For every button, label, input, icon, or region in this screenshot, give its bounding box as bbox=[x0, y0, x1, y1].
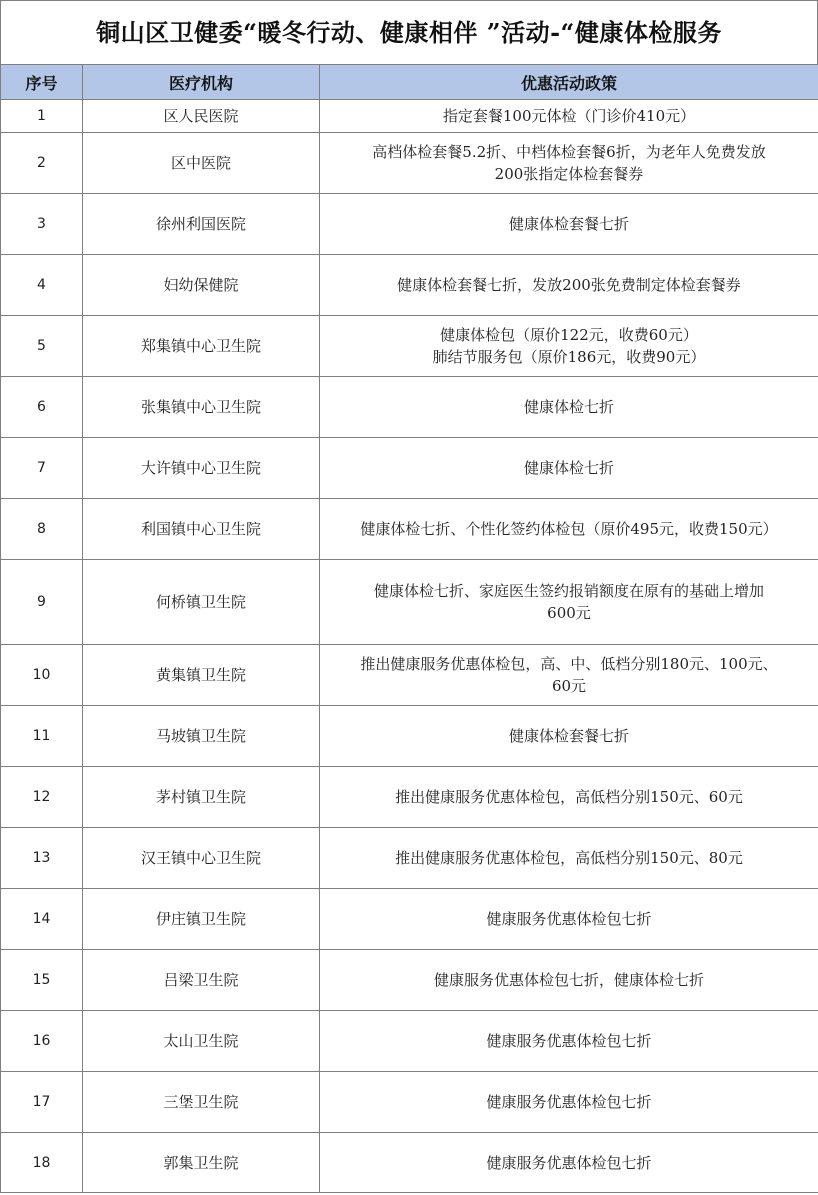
row-org: 三堡卫生院 bbox=[83, 1072, 320, 1133]
row-num: 13 bbox=[1, 828, 83, 889]
table-row bbox=[1, 767, 818, 828]
table-row bbox=[1, 499, 818, 560]
row-policy: 健康服务优惠体检包七折 bbox=[320, 889, 818, 950]
row-policy: 健康体检套餐七折，发放200张免费制定体检套餐券 bbox=[320, 255, 818, 316]
table-row bbox=[1, 560, 818, 645]
row-policy: 健康服务优惠体检包七折 bbox=[320, 1072, 818, 1133]
row-org: 何桥镇卫生院 bbox=[83, 560, 320, 645]
row-org: 郭集卫生院 bbox=[83, 1133, 320, 1193]
row-num: 2 bbox=[1, 133, 83, 194]
table-row bbox=[1, 889, 818, 950]
row-policy: 推出健康服务优惠体检包，高、中、低档分别180元、100元、 60元 bbox=[320, 645, 818, 706]
row-policy: 健康服务优惠体检包七折 bbox=[320, 1133, 818, 1193]
table-row bbox=[1, 1133, 818, 1193]
row-num: 18 bbox=[1, 1133, 83, 1193]
table-row bbox=[1, 1072, 818, 1133]
sheet-title: 铜山区卫健委“暖冬行动、健康相伴 ”活动-“健康体检服务 bbox=[0, 0, 818, 64]
row-org: 郑集镇中心卫生院 bbox=[83, 316, 320, 377]
table-row bbox=[1, 645, 818, 706]
table-row bbox=[1, 706, 818, 767]
row-org: 伊庄镇卫生院 bbox=[83, 889, 320, 950]
row-num: 8 bbox=[1, 499, 83, 560]
row-policy: 健康体检套餐七折 bbox=[320, 706, 818, 767]
row-policy: 健康体检七折 bbox=[320, 438, 818, 499]
row-policy: 健康体检包（原价122元，收费60元） 肺结节服务包（原价186元，收费90元） bbox=[320, 316, 818, 377]
row-org: 区中医院 bbox=[83, 133, 320, 194]
row-num: 9 bbox=[1, 560, 83, 645]
row-org: 利国镇中心卫生院 bbox=[83, 499, 320, 560]
row-policy: 推出健康服务优惠体检包，高低档分别150元、80元 bbox=[320, 828, 818, 889]
header-policy: 优惠活动政策 bbox=[320, 65, 818, 100]
row-policy: 高档体检套餐5.2折、中档体检套餐6折，为老年人免费发放 200张指定体检套餐券 bbox=[320, 133, 818, 194]
row-policy: 健康体检七折、个性化签约体检包（原价495元，收费150元） bbox=[320, 499, 818, 560]
table-row bbox=[1, 133, 818, 194]
row-org: 太山卫生院 bbox=[83, 1011, 320, 1072]
row-num: 16 bbox=[1, 1011, 83, 1072]
table-row bbox=[1, 950, 818, 1011]
row-policy: 健康服务优惠体检包七折 bbox=[320, 1011, 818, 1072]
table-row bbox=[1, 377, 818, 438]
row-num: 4 bbox=[1, 255, 83, 316]
header-num: 序号 bbox=[1, 65, 83, 100]
row-org: 茅村镇卫生院 bbox=[83, 767, 320, 828]
row-num: 5 bbox=[1, 316, 83, 377]
row-num: 12 bbox=[1, 767, 83, 828]
row-policy: 健康服务优惠体检包七折，健康体检七折 bbox=[320, 950, 818, 1011]
row-org: 区人民医院 bbox=[83, 100, 320, 133]
row-num: 3 bbox=[1, 194, 83, 255]
row-num: 14 bbox=[1, 889, 83, 950]
row-num: 11 bbox=[1, 706, 83, 767]
row-org: 张集镇中心卫生院 bbox=[83, 377, 320, 438]
row-num: 6 bbox=[1, 377, 83, 438]
row-org: 吕梁卫生院 bbox=[83, 950, 320, 1011]
row-num: 1 bbox=[1, 100, 83, 133]
table-row bbox=[1, 1011, 818, 1072]
row-policy: 推出健康服务优惠体检包，高低档分别150元、60元 bbox=[320, 767, 818, 828]
table-row bbox=[1, 194, 818, 255]
row-org: 大许镇中心卫生院 bbox=[83, 438, 320, 499]
row-policy: 健康体检七折 bbox=[320, 377, 818, 438]
row-num: 10 bbox=[1, 645, 83, 706]
header-row bbox=[1, 65, 818, 100]
row-policy: 健康体检七折、家庭医生签约报销额度在原有的基础上增加 600元 bbox=[320, 560, 818, 645]
table-row bbox=[1, 438, 818, 499]
row-org: 黄集镇卫生院 bbox=[83, 645, 320, 706]
table-row bbox=[1, 828, 818, 889]
row-num: 17 bbox=[1, 1072, 83, 1133]
table-row bbox=[1, 100, 818, 133]
header-org: 医疗机构 bbox=[83, 65, 320, 100]
row-policy: 指定套餐100元体检（门诊价410元） bbox=[320, 100, 818, 133]
row-num: 7 bbox=[1, 438, 83, 499]
row-num: 15 bbox=[1, 950, 83, 1011]
row-org: 马坡镇卫生院 bbox=[83, 706, 320, 767]
table-row bbox=[1, 316, 818, 377]
row-org: 徐州利国医院 bbox=[83, 194, 320, 255]
row-org: 妇幼保健院 bbox=[83, 255, 320, 316]
row-policy: 健康体检套餐七折 bbox=[320, 194, 818, 255]
table-row bbox=[1, 255, 818, 316]
health-checkup-table bbox=[0, 64, 818, 1193]
row-org: 汉王镇中心卫生院 bbox=[83, 828, 320, 889]
